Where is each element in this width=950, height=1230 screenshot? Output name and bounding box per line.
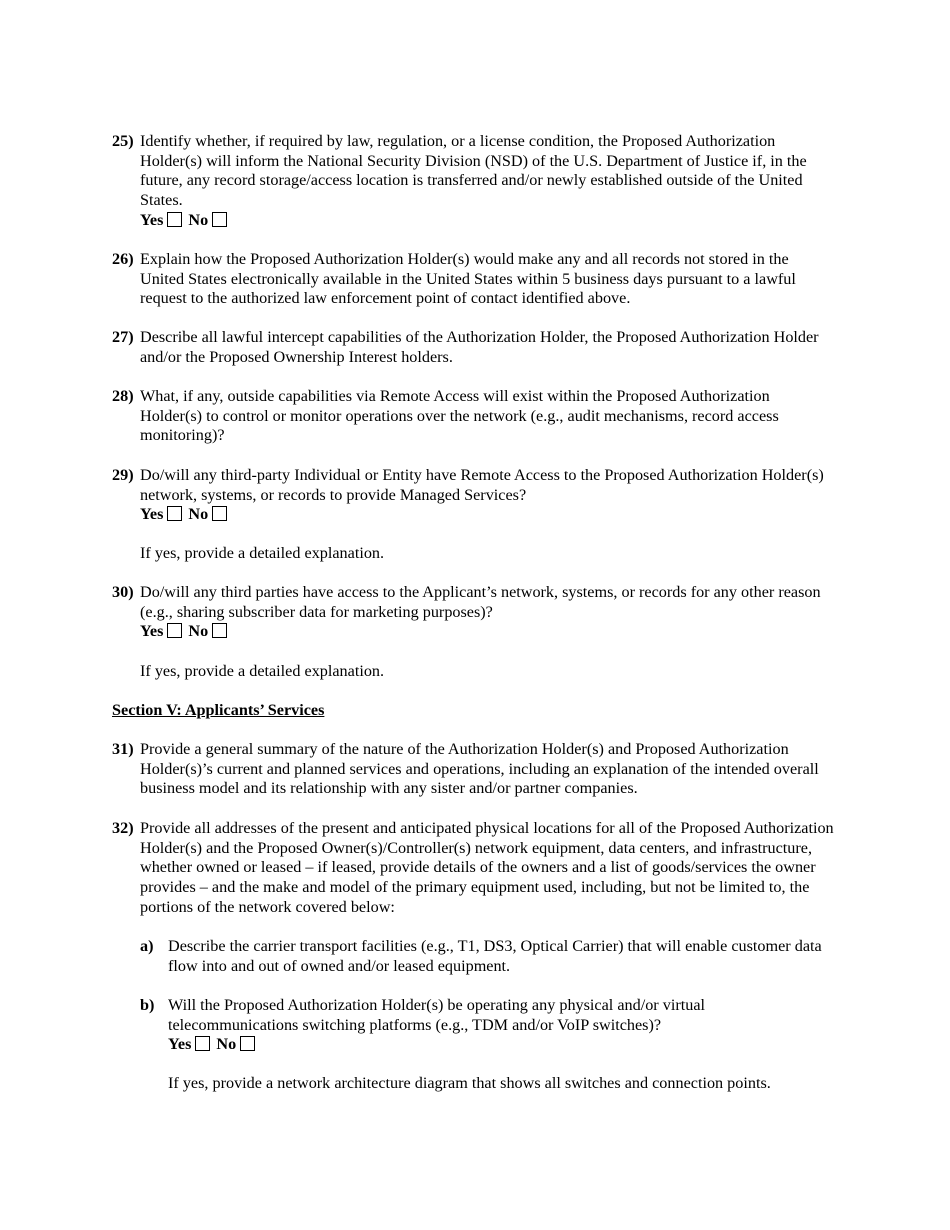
question-26 [112, 250, 834, 309]
explanation-note: If yes, provide a detailed explanation. [140, 544, 385, 562]
subitem-text: Describe the carrier transport facilities (e.g., T1, DS3, Optical Carrier) that will enable customer data flow into and out of owned and/or leased equipment. [168, 937, 822, 975]
subitem-letter: a) [140, 937, 154, 955]
subitem-a [140, 937, 834, 976]
question-text: What, if any, outside capabilities via Remote Access will exist within the Proposed Authorization Holder(s) to control or monitor operations over the network (e.g., audit mechanisms, record access monitoring)? [140, 387, 779, 445]
question-number: 28) [112, 387, 134, 405]
question-32 [112, 819, 834, 918]
question-text: Do/will any third-party Individual or Entity have Remote Access to the Proposed Authorization Holder(s) network, systems, or records to provide Managed Services? [140, 466, 824, 504]
yes-no-row [168, 1035, 834, 1055]
section-heading: Section V: Applicants’ Services [112, 701, 325, 719]
no-label: No [188, 210, 209, 229]
yes-checkbox[interactable] [167, 623, 182, 638]
question-30 [112, 583, 834, 642]
subitem-b [140, 996, 834, 1055]
explanation-note: If yes, provide a network architecture diagram that shows all switches and connection points. [168, 1074, 771, 1092]
question-text: Provide a general summary of the nature of the Authorization Holder(s) and Proposed Authorization Holder(s)’s current and planned services and operations, including an explanation of the intended overall business model and its relationship with any sister and/or partner companies. [140, 740, 819, 798]
question-25 [112, 132, 834, 231]
yes-checkbox[interactable] [195, 1036, 210, 1051]
question-text: Identify whether, if required by law, regulation, or a license condition, the Proposed Authorization Holder(s) will inform the National Security Division (NSD) of the U.S. Department of Justice if, in the future, any record storage/access location is transferred and/or newly established outside of the United States. [140, 132, 807, 210]
yes-no-row [140, 622, 834, 642]
question-number: 30) [112, 583, 134, 601]
yes-no-row [140, 505, 834, 525]
question-28 [112, 387, 834, 446]
question-text: Provide all addresses of the present and anticipated physical locations for all of the Proposed Authorization Holder(s) and the Proposed Owner(s)/Controller(s) network equipment, data centers, and infrastructure, whether owned or leased – if leased, provide details of the owners and a list of goods/services the owner provides – and the make and model of the primary equipment used, including, but not be limited to, the portions of the network covered below: [140, 819, 834, 916]
yes-label: Yes [140, 210, 164, 229]
question-number: 26) [112, 250, 134, 268]
question-number: 32) [112, 819, 134, 837]
yes-no-row [140, 211, 834, 231]
no-label: No [216, 1035, 237, 1054]
no-label: No [188, 505, 209, 524]
no-checkbox[interactable] [212, 506, 227, 521]
yes-label: Yes [140, 505, 164, 524]
no-checkbox[interactable] [212, 623, 227, 638]
subitem-text: Will the Proposed Authorization Holder(s) be operating any physical and/or virtual telecommunications switching platforms (e.g., TDM and/or VoIP switches)? [168, 996, 706, 1034]
no-label: No [188, 622, 209, 641]
question-number: 29) [112, 466, 134, 484]
question-text: Explain how the Proposed Authorization Holder(s) would make any and all records not stored in the United States electronically available in the United States within 5 business days pursuant to a lawful request to the authorized law enforcement point of contact identified above. [140, 250, 796, 308]
question-text: Do/will any third parties have access to the Applicant’s network, systems, or records for any other reason (e.g., sharing subscriber data for marketing purposes)? [140, 583, 821, 621]
yes-label: Yes [168, 1035, 192, 1054]
question-number: 25) [112, 132, 134, 150]
question-31 [112, 740, 834, 799]
explanation-note: If yes, provide a detailed explanation. [140, 662, 385, 680]
question-text: Describe all lawful intercept capabilities of the Authorization Holder, the Proposed Authorization Holder and/or the Proposed Ownership Interest holders. [140, 328, 819, 366]
question-29 [112, 466, 834, 525]
yes-checkbox[interactable] [167, 506, 182, 521]
yes-label: Yes [140, 622, 164, 641]
no-checkbox[interactable] [212, 212, 227, 227]
question-number: 31) [112, 740, 134, 758]
question-number: 27) [112, 328, 134, 346]
no-checkbox[interactable] [240, 1036, 255, 1051]
question-27 [112, 328, 834, 367]
subitem-letter: b) [140, 996, 155, 1014]
yes-checkbox[interactable] [167, 212, 182, 227]
